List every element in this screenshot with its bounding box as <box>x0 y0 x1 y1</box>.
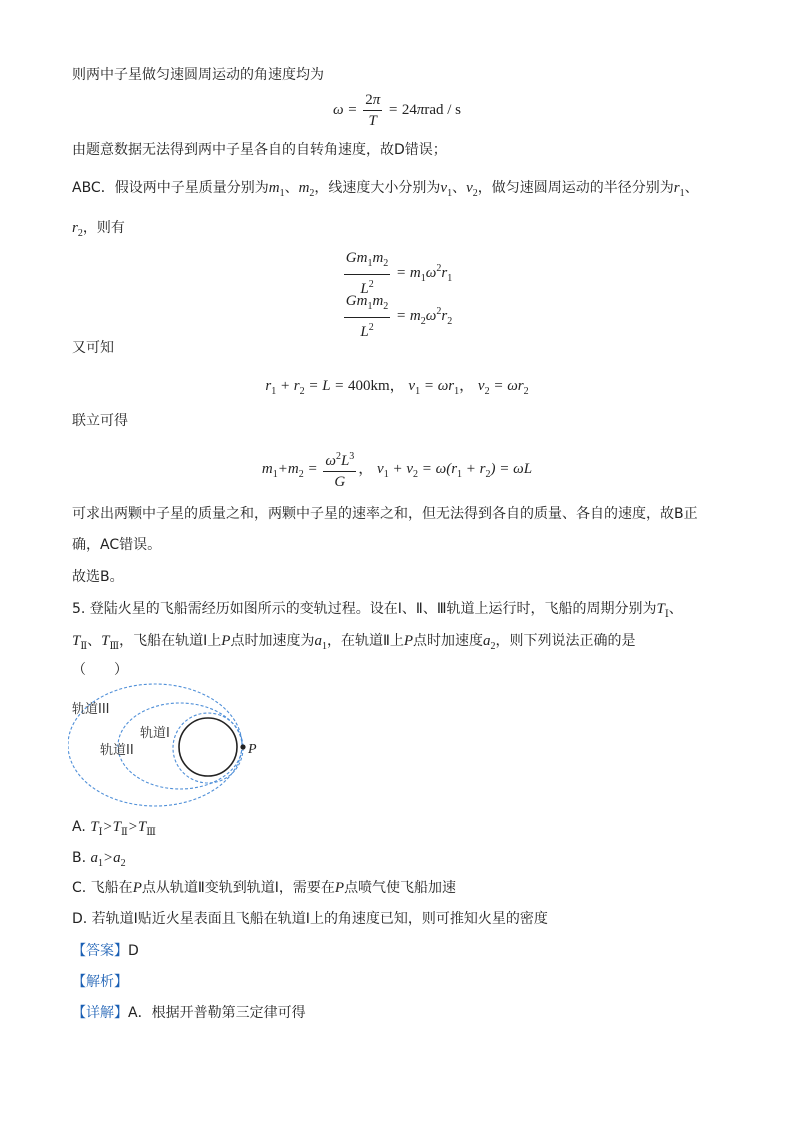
analysis-tag: 【解析】 <box>72 974 128 990</box>
para-combine: 联立可得 <box>72 413 128 429</box>
para-omega-intro: 则两中子星做匀速圆周运动的角速度均为 <box>72 67 324 83</box>
answer-value: D <box>128 943 139 959</box>
point-p-dot <box>240 744 245 749</box>
point-p-label: P <box>248 742 257 757</box>
para-also-known: 又可知 <box>72 340 114 356</box>
para-then: $r_2$，则有 <box>72 220 125 239</box>
detail-tag: 【详解】 <box>72 1005 128 1021</box>
eq-omega: ω = $\frac{2\pi}{T}$ = 24πrad / s <box>332 92 462 129</box>
para-conclusion-2: 确，AC错误。 <box>72 537 162 553</box>
orbit-3-label: 轨道III <box>72 702 110 717</box>
analysis-line <box>72 973 128 991</box>
para-d-wrong: 由题意数据无法得到两中子星各自的自转角速度，故D错误； <box>72 142 447 158</box>
question-5-paren: （ ） <box>72 662 128 678</box>
answer-tag: 【答案】 <box>72 943 128 959</box>
para-conclusion-1: 可求出两颗中子星的质量之和，两颗中子星的速率之和，但无法得到各自的质量、各自的速度，故B正 <box>72 506 698 522</box>
eq-force-1: $\frac{Gm_1m_2}{L^2}$ = $m_1\omega^2r_1$ <box>345 250 453 297</box>
option-a: A. $T_Ⅰ>T_Ⅱ>T_Ⅲ$ <box>72 819 156 838</box>
para-choose-b: 故选B。 <box>72 569 124 585</box>
eq-result: $m_1+m_2$ = $\frac{\omega^2L^3}{G}$ ， $v_1 + v_2 = \omega(r_1 + r_2) = \omega L$ <box>0 447 794 492</box>
eq-distance: $r_1 + r_2 = L = 400km$， $v_1 = \omega r_1$， $v_2 = \omega r_2$ <box>265 378 529 397</box>
option-d: D. 若轨道Ⅰ贴近火星表面且飞船在轨道Ⅰ上的角速度已知，则可推知火星的密度 <box>72 911 548 927</box>
question-5-stem-1: 5. 登陆火星的飞船需经历如图所示的变轨过程。设在Ⅰ、Ⅱ、Ⅲ轨道上运行时，飞船的周期分别为$T_Ⅰ$、 <box>72 601 683 620</box>
mars-circle <box>179 718 237 776</box>
answer-line <box>72 942 139 960</box>
orbit-1-label: 轨道I <box>140 726 170 741</box>
option-b: B. $a_1>a_2$ <box>72 850 126 869</box>
orbit-2-label: 轨道II <box>100 743 134 758</box>
eq-force-2: $\frac{Gm_1m_2}{L^2}$ = $m_2\omega^2r_2$ <box>345 293 453 340</box>
orbit-diagram <box>68 678 268 810</box>
option-c: C. 飞船在P点从轨道Ⅱ变轨到轨道Ⅰ，需要在P点喷气使飞船加速 <box>72 880 457 896</box>
question-5-stem-2: $T_Ⅱ$、$T_Ⅲ$，飞船在轨道Ⅰ上P点时加速度为$a_1$，在轨道Ⅱ上P点时加速度$a_2$，则下列说法正确的是 <box>72 633 636 652</box>
para-abc-assume: ABC．假设两中子星质量分别为$m_1$、$m_2$，线速度大小分别为$v_1$、$v_2$，做匀速圆周运动的半径分别为$r_1$、 <box>72 180 699 199</box>
detail-line: 【详解】A．根据开普勒第三定律可得 <box>72 1005 306 1021</box>
